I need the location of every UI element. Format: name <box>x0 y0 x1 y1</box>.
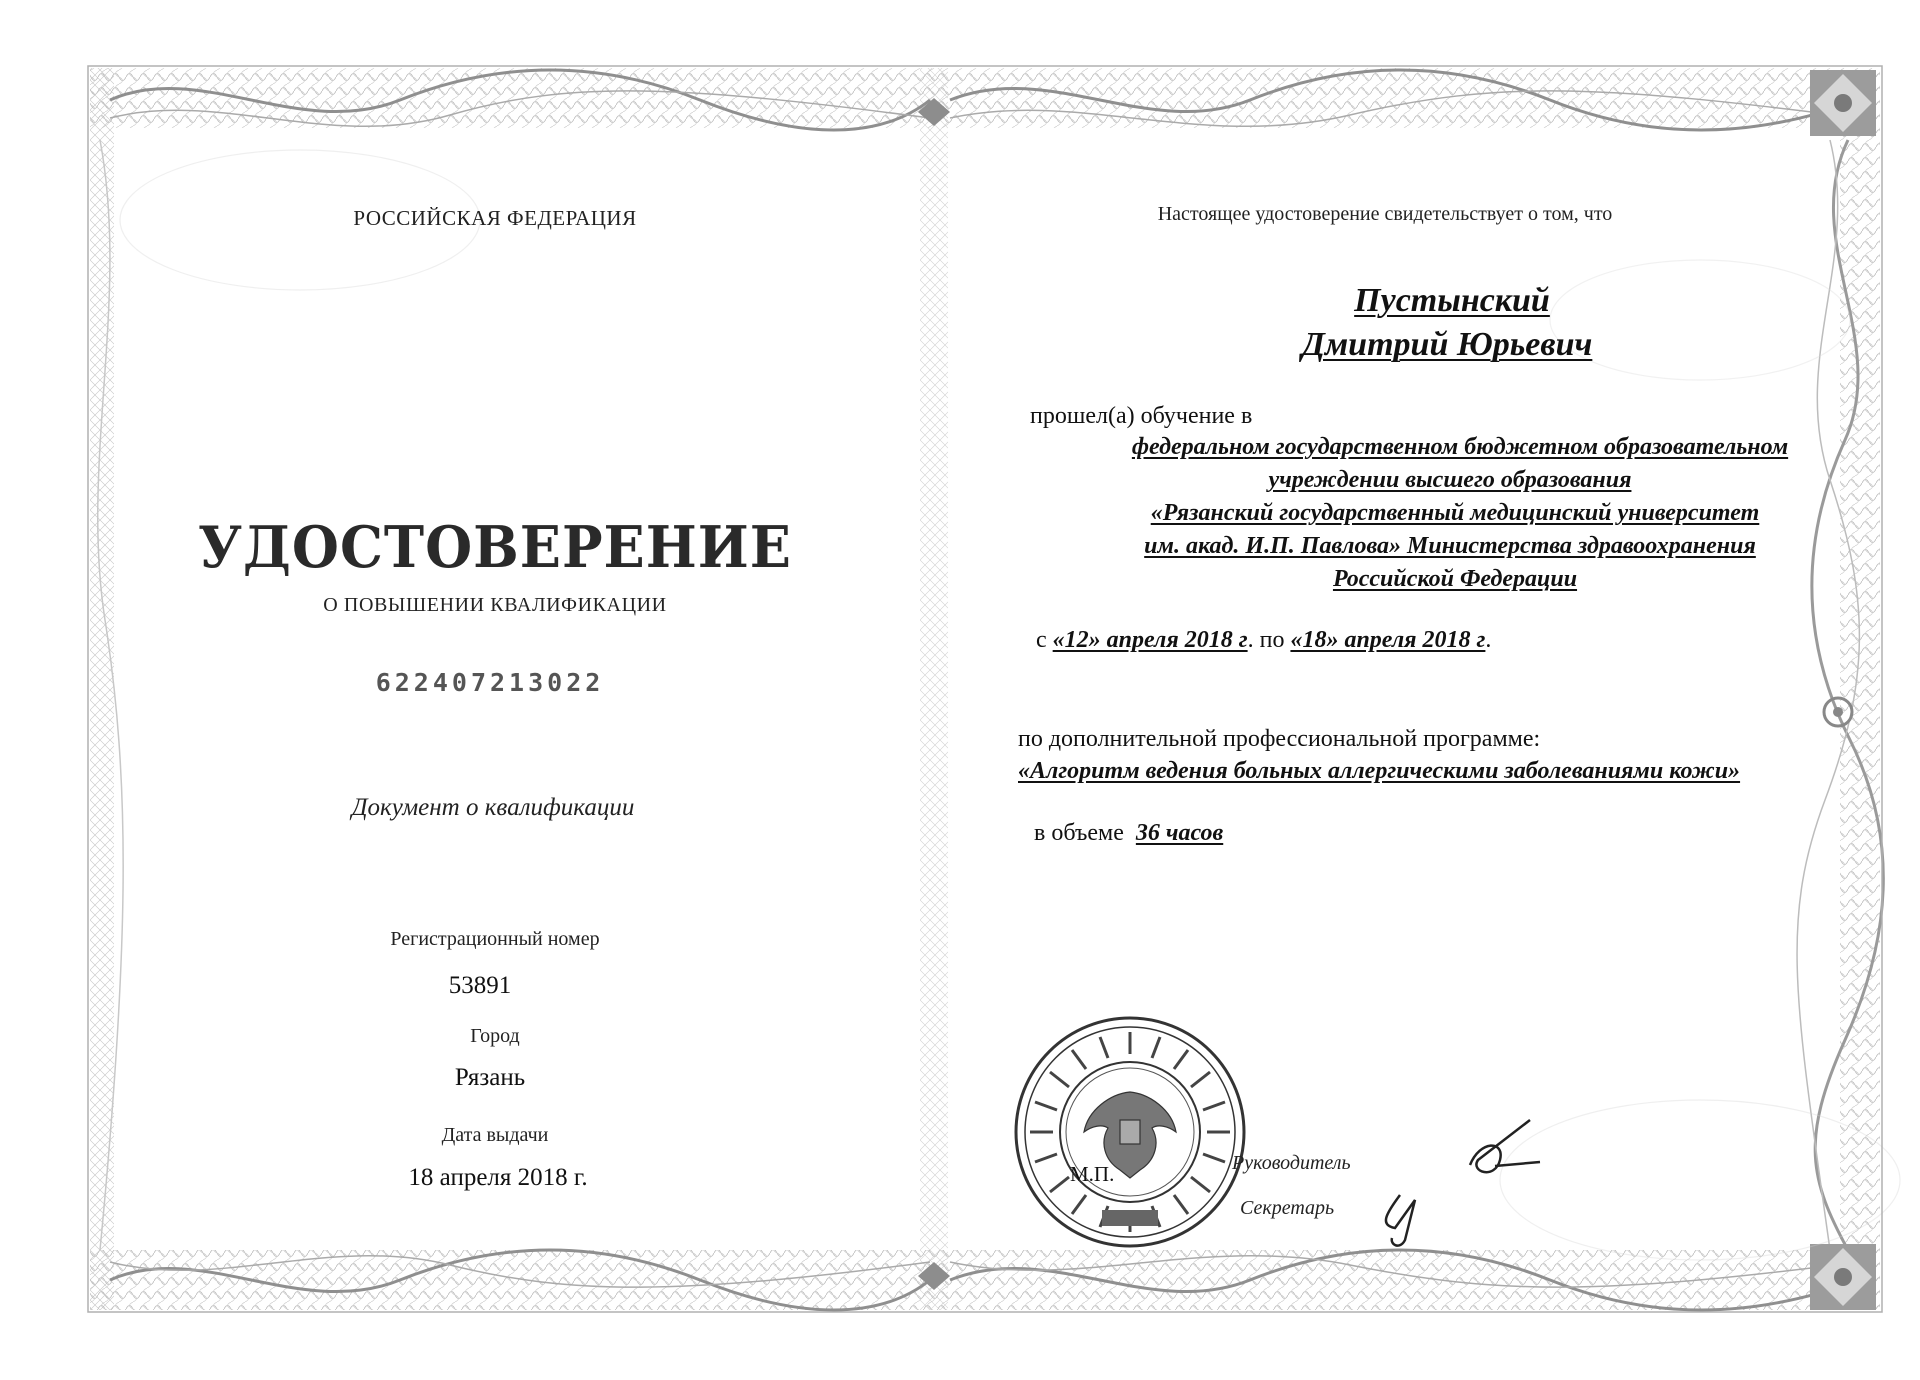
document-title: УДОСТОВЕРЕНИЕ <box>198 513 792 581</box>
institution-line-2: учреждении высшего образования <box>1268 467 1632 493</box>
volume-value: 36 часов <box>1135 820 1224 846</box>
city-label: Город <box>470 1025 520 1047</box>
stamp-mark: М.П. <box>1070 1162 1115 1186</box>
certificate-intro: Настоящее удостоверение свидетельствует о том, что <box>1157 203 1613 225</box>
period-from-prefix: с <box>1036 627 1047 653</box>
registration-label: Регистрационный номер <box>390 928 600 950</box>
program-name: «Алгоритм ведения больных аллергическими заболеваниями кожи» <box>1018 758 1741 784</box>
corner-ornament-bottom-right <box>1810 1244 1876 1310</box>
holder-given-names: Дмитрий Юрьевич <box>1301 326 1593 363</box>
holder-surname: Пустынский <box>1354 282 1550 319</box>
registration-number: 53891 <box>448 972 512 999</box>
studied-label: прошел(а) обучение в <box>1030 403 1253 429</box>
head-label: Руководитель <box>1232 1152 1351 1174</box>
program-label: по дополнительной профессиональной программе: <box>1018 726 1541 752</box>
period-from-dot: . <box>1247 627 1254 653</box>
period-from-date: «12» апреля 2018 г <box>1052 627 1248 653</box>
institution-line-1: федеральном государственном бюджетном образовательном <box>1131 434 1789 460</box>
document-kind: Документ о квалификации <box>351 794 635 821</box>
period-to-dot: . <box>1485 627 1492 653</box>
institution-line-3: «Рязанский государственный медицинский университет <box>1150 500 1760 526</box>
period-to-prefix: по <box>1259 627 1285 653</box>
city-value: Рязань <box>454 1064 526 1091</box>
border-right <box>1840 68 1880 1310</box>
issue-date: 18 апреля 2018 г. <box>408 1164 588 1191</box>
head-signature <box>1470 1120 1540 1172</box>
serial-number: 622407213022 <box>375 668 605 697</box>
official-seal <box>1016 1018 1244 1246</box>
document-subtitle: О ПОВЫШЕНИИ КВАЛИФИКАЦИИ <box>323 594 667 616</box>
secretary-signature <box>1386 1195 1415 1246</box>
country-heading: РОССИЙСКАЯ ФЕДЕРАЦИЯ <box>353 206 637 230</box>
institution-line-5: Российской Федерации <box>1332 566 1578 592</box>
volume-label: в объеме <box>1034 820 1124 846</box>
study-period <box>1036 627 1491 654</box>
study-volume <box>1034 820 1223 847</box>
issue-date-label: Дата выдачи <box>441 1124 549 1146</box>
corner-ornament-top-right <box>1810 70 1876 136</box>
center-fold <box>920 68 948 1310</box>
period-to-date: «18» апреля 2018 г <box>1290 627 1486 653</box>
institution-line-4: им. акад. И.П. Павлова» Министерства здравоохранения <box>1144 533 1756 559</box>
secretary-label: Секретарь <box>1240 1197 1335 1219</box>
watermark-swirls <box>120 150 1900 1260</box>
